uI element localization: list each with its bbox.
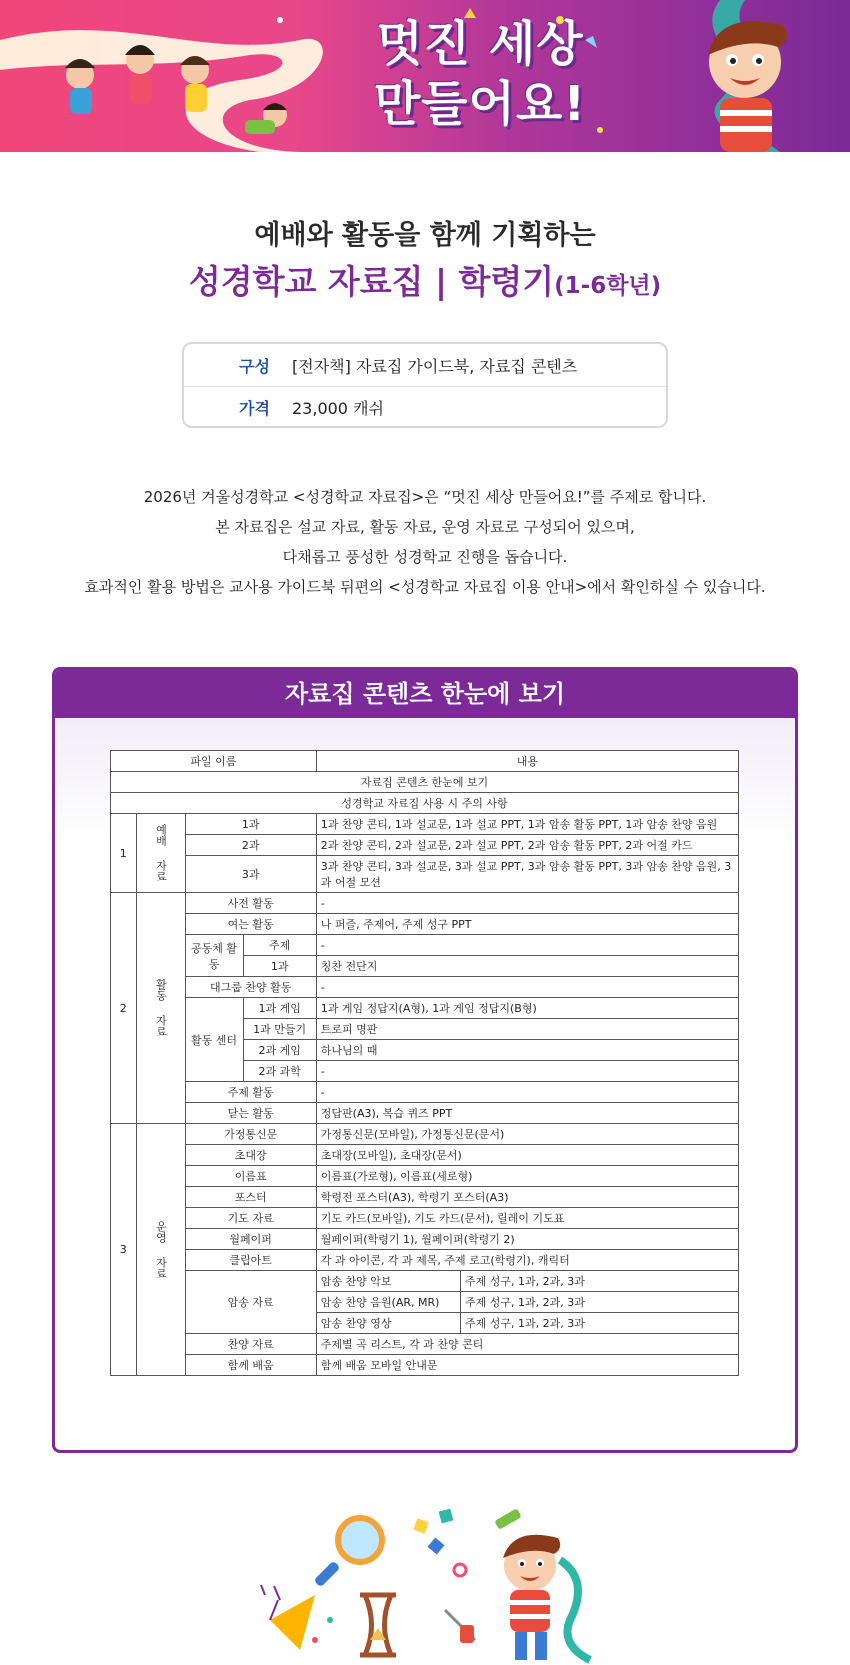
table-header-row	[111, 751, 739, 772]
content-cell: 칭찬 전단지	[316, 956, 738, 977]
file-name-cell: 초대장	[185, 1145, 316, 1166]
banner-title-line1: 멋진 세상	[376, 16, 584, 72]
section-number: 3	[111, 1124, 137, 1376]
table-row	[111, 977, 739, 998]
table-row	[111, 998, 739, 1019]
content-cell: 암송 찬양 음원(AR, MR)	[316, 1292, 460, 1313]
table-row	[111, 1166, 739, 1187]
file-name-cell: 주제 활동	[185, 1082, 316, 1103]
table-header-content: 내용	[316, 751, 738, 772]
table-row	[111, 1145, 739, 1166]
section-number: 2	[111, 893, 137, 1124]
section-group	[136, 814, 185, 893]
boy-illustration-icon	[660, 0, 830, 152]
content-cell: 기도 카드(모바일), 기도 카드(문서), 릴레이 기도표	[316, 1208, 738, 1229]
table-row	[111, 914, 739, 935]
table-row	[111, 1355, 739, 1376]
table-header-file: 파일 이름	[111, 751, 317, 772]
file-name-cell: 클립아트	[185, 1250, 316, 1271]
file-name-cell: 가정통신문	[185, 1124, 316, 1145]
content-cell: 암송 찬양 영상	[316, 1313, 460, 1334]
file-name-cell: 기도 자료	[185, 1208, 316, 1229]
table-row	[111, 1103, 739, 1124]
content-cell: -	[316, 977, 738, 998]
section-group	[136, 1124, 185, 1376]
table-cell: 성경학교 자료집 사용 시 주의 사항	[111, 793, 739, 814]
content-cell: 정답판(A3), 복습 퀴즈 PPT	[316, 1103, 738, 1124]
footer-illustration-icon	[260, 1500, 620, 1665]
info-value: 23,000 캐쉬	[292, 399, 384, 418]
table-row	[111, 1334, 739, 1355]
banner-title-line2: 만들어요!	[373, 76, 587, 132]
table-row	[111, 1250, 739, 1271]
table-row	[111, 814, 739, 835]
file-name-cell: 1과 만들기	[243, 1019, 316, 1040]
file-name-cell: 암송 자료	[185, 1271, 316, 1334]
table-row	[111, 793, 739, 814]
hero-banner	[0, 0, 850, 152]
section-group-label: 자료	[154, 860, 168, 882]
content-cell: 3과 찬양 콘티, 3과 설교문, 3과 설교 PPT, 3과 암송 활동 PPT, 3과 암송 찬양 음원, 3과 어절 모션	[316, 856, 738, 893]
content-cell: 나 퍼즐, 주제어, 주제 성구 PPT	[316, 914, 738, 935]
content-cell: 각 과 아이콘, 각 과 제목, 주제 로고(학령기), 캐릭터	[316, 1250, 738, 1271]
table-row	[111, 835, 739, 856]
table-row	[111, 935, 739, 956]
section-group-label: 자료	[154, 1015, 168, 1037]
section-group-label: 예배	[154, 824, 168, 846]
page-title	[0, 256, 850, 303]
content-cell: -	[316, 1082, 738, 1103]
file-name-cell: 찬양 자료	[185, 1334, 316, 1355]
info-label: 구성	[239, 356, 270, 376]
content-cell: -	[316, 935, 738, 956]
file-name-cell: 1과 게임	[243, 998, 316, 1019]
kids-illustration-icon	[45, 20, 305, 140]
content-cell: 주제 성구, 1과, 2과, 3과	[461, 1313, 739, 1334]
file-name-cell: 대그룹 찬양 활동	[185, 977, 316, 998]
table-row	[111, 1187, 739, 1208]
file-name-cell: 함께 배움	[185, 1355, 316, 1376]
section-group	[136, 893, 185, 1124]
intro-line: 효과적인 활용 방법은 교사용 가이드북 뒤편의 <성경학교 자료집 이용 안내>에서 확인하실 수 있습니다.	[84, 578, 766, 596]
file-name-cell: 이름표	[185, 1166, 316, 1187]
page-title-main: 성경학교 자료집 | 학령기	[188, 262, 555, 301]
file-name-cell: 2과	[185, 835, 316, 856]
page-subtitle: 예배와 활동을 함께 기획하는	[254, 220, 596, 251]
file-name-cell: 월페이퍼	[185, 1229, 316, 1250]
section-group-label: 자료	[154, 1256, 168, 1279]
content-cell: 2과 찬양 콘티, 2과 설교문, 2과 설교 PPT, 2과 암송 활동 PPT, 2과 어절 카드	[316, 835, 738, 856]
file-name-cell: 2과 게임	[243, 1040, 316, 1061]
table-row	[111, 893, 739, 914]
file-name-cell: 3과	[185, 856, 316, 893]
intro-text	[0, 482, 850, 602]
content-cell: 트로피 명판	[316, 1019, 738, 1040]
panel-heading: 자료집 콘텐츠 한눈에 보기	[55, 670, 795, 718]
file-name-cell: 포스터	[185, 1187, 316, 1208]
content-cell: 암송 찬양 악보	[316, 1271, 460, 1292]
file-name-cell: 2과 과학	[243, 1061, 316, 1082]
content-cell: 초대장(모바일), 초대장(문서)	[316, 1145, 738, 1166]
info-row-composition	[184, 344, 666, 386]
info-label: 가격	[239, 399, 270, 418]
content-cell: 가정통신문(모바일), 가정통신문(문서)	[316, 1124, 738, 1145]
file-name-cell: 주제	[243, 935, 316, 956]
contents-table	[110, 750, 739, 1376]
intro-line: 본 자료집은 설교 자료, 활동 자료, 운영 자료로 구성되어 있으며,	[215, 518, 635, 536]
file-name-cell: 닫는 활동	[185, 1103, 316, 1124]
content-cell: 주제별 곡 리스트, 각 과 찬양 콘티	[316, 1334, 738, 1355]
info-row-price	[184, 386, 666, 428]
content-cell: 월페이퍼(학령기 1), 월페이퍼(학령기 2)	[316, 1229, 738, 1250]
table-cell: 자료집 콘텐츠 한눈에 보기	[111, 772, 739, 793]
table-row	[111, 1082, 739, 1103]
content-cell: 학령전 포스터(A3), 학령기 포스터(A3)	[316, 1187, 738, 1208]
table-row	[111, 1229, 739, 1250]
intro-line: 2026년 겨울성경학교 <성경학교 자료집>은 “멋진 세상 만들어요!”를 주제로 합니다.	[143, 488, 707, 506]
page-title-suffix: (1-6학년)	[554, 273, 662, 299]
content-cell: -	[316, 1061, 738, 1082]
table-row	[111, 1271, 739, 1292]
table-row	[111, 856, 739, 893]
info-value: [전자책] 자료집 가이드북, 자료집 콘텐츠	[292, 356, 578, 376]
contents-panel	[52, 667, 798, 1453]
file-name-cell: 사전 활동	[185, 893, 316, 914]
table-row	[111, 772, 739, 793]
file-name-cell: 여는 활동	[185, 914, 316, 935]
intro-line: 다채롭고 풍성한 성경학교 진행을 돕습니다.	[282, 548, 568, 566]
content-cell: 1과 찬양 콘티, 1과 설교문, 1과 설교 PPT, 1과 암송 활동 PPT, 1과 암송 찬양 음원	[316, 814, 738, 835]
file-group-cell: 공동체 활동	[185, 935, 243, 977]
content-cell: -	[316, 893, 738, 914]
file-name-cell: 1과	[185, 814, 316, 835]
content-cell: 하나님의 때	[316, 1040, 738, 1061]
file-name-cell: 1과	[243, 956, 316, 977]
product-info-box	[182, 342, 668, 428]
content-cell: 함께 배움 모바일 안내문	[316, 1355, 738, 1376]
section-group-label: 운영	[154, 1220, 168, 1243]
content-cell: 이름표(가로형), 이름표(세로형)	[316, 1166, 738, 1187]
table-row	[111, 1208, 739, 1229]
banner-title	[330, 14, 630, 134]
table-row	[111, 1124, 739, 1145]
section-group-label: 활동	[154, 979, 168, 1001]
content-cell: 주제 성구, 1과, 2과, 3과	[461, 1292, 739, 1313]
content-cell: 1과 게임 정답지(A형), 1과 게임 정답지(B형)	[316, 998, 738, 1019]
section-number: 1	[111, 814, 137, 893]
file-group-cell: 활동 센터	[185, 998, 243, 1082]
content-cell: 주제 성구, 1과, 2과, 3과	[461, 1271, 739, 1292]
